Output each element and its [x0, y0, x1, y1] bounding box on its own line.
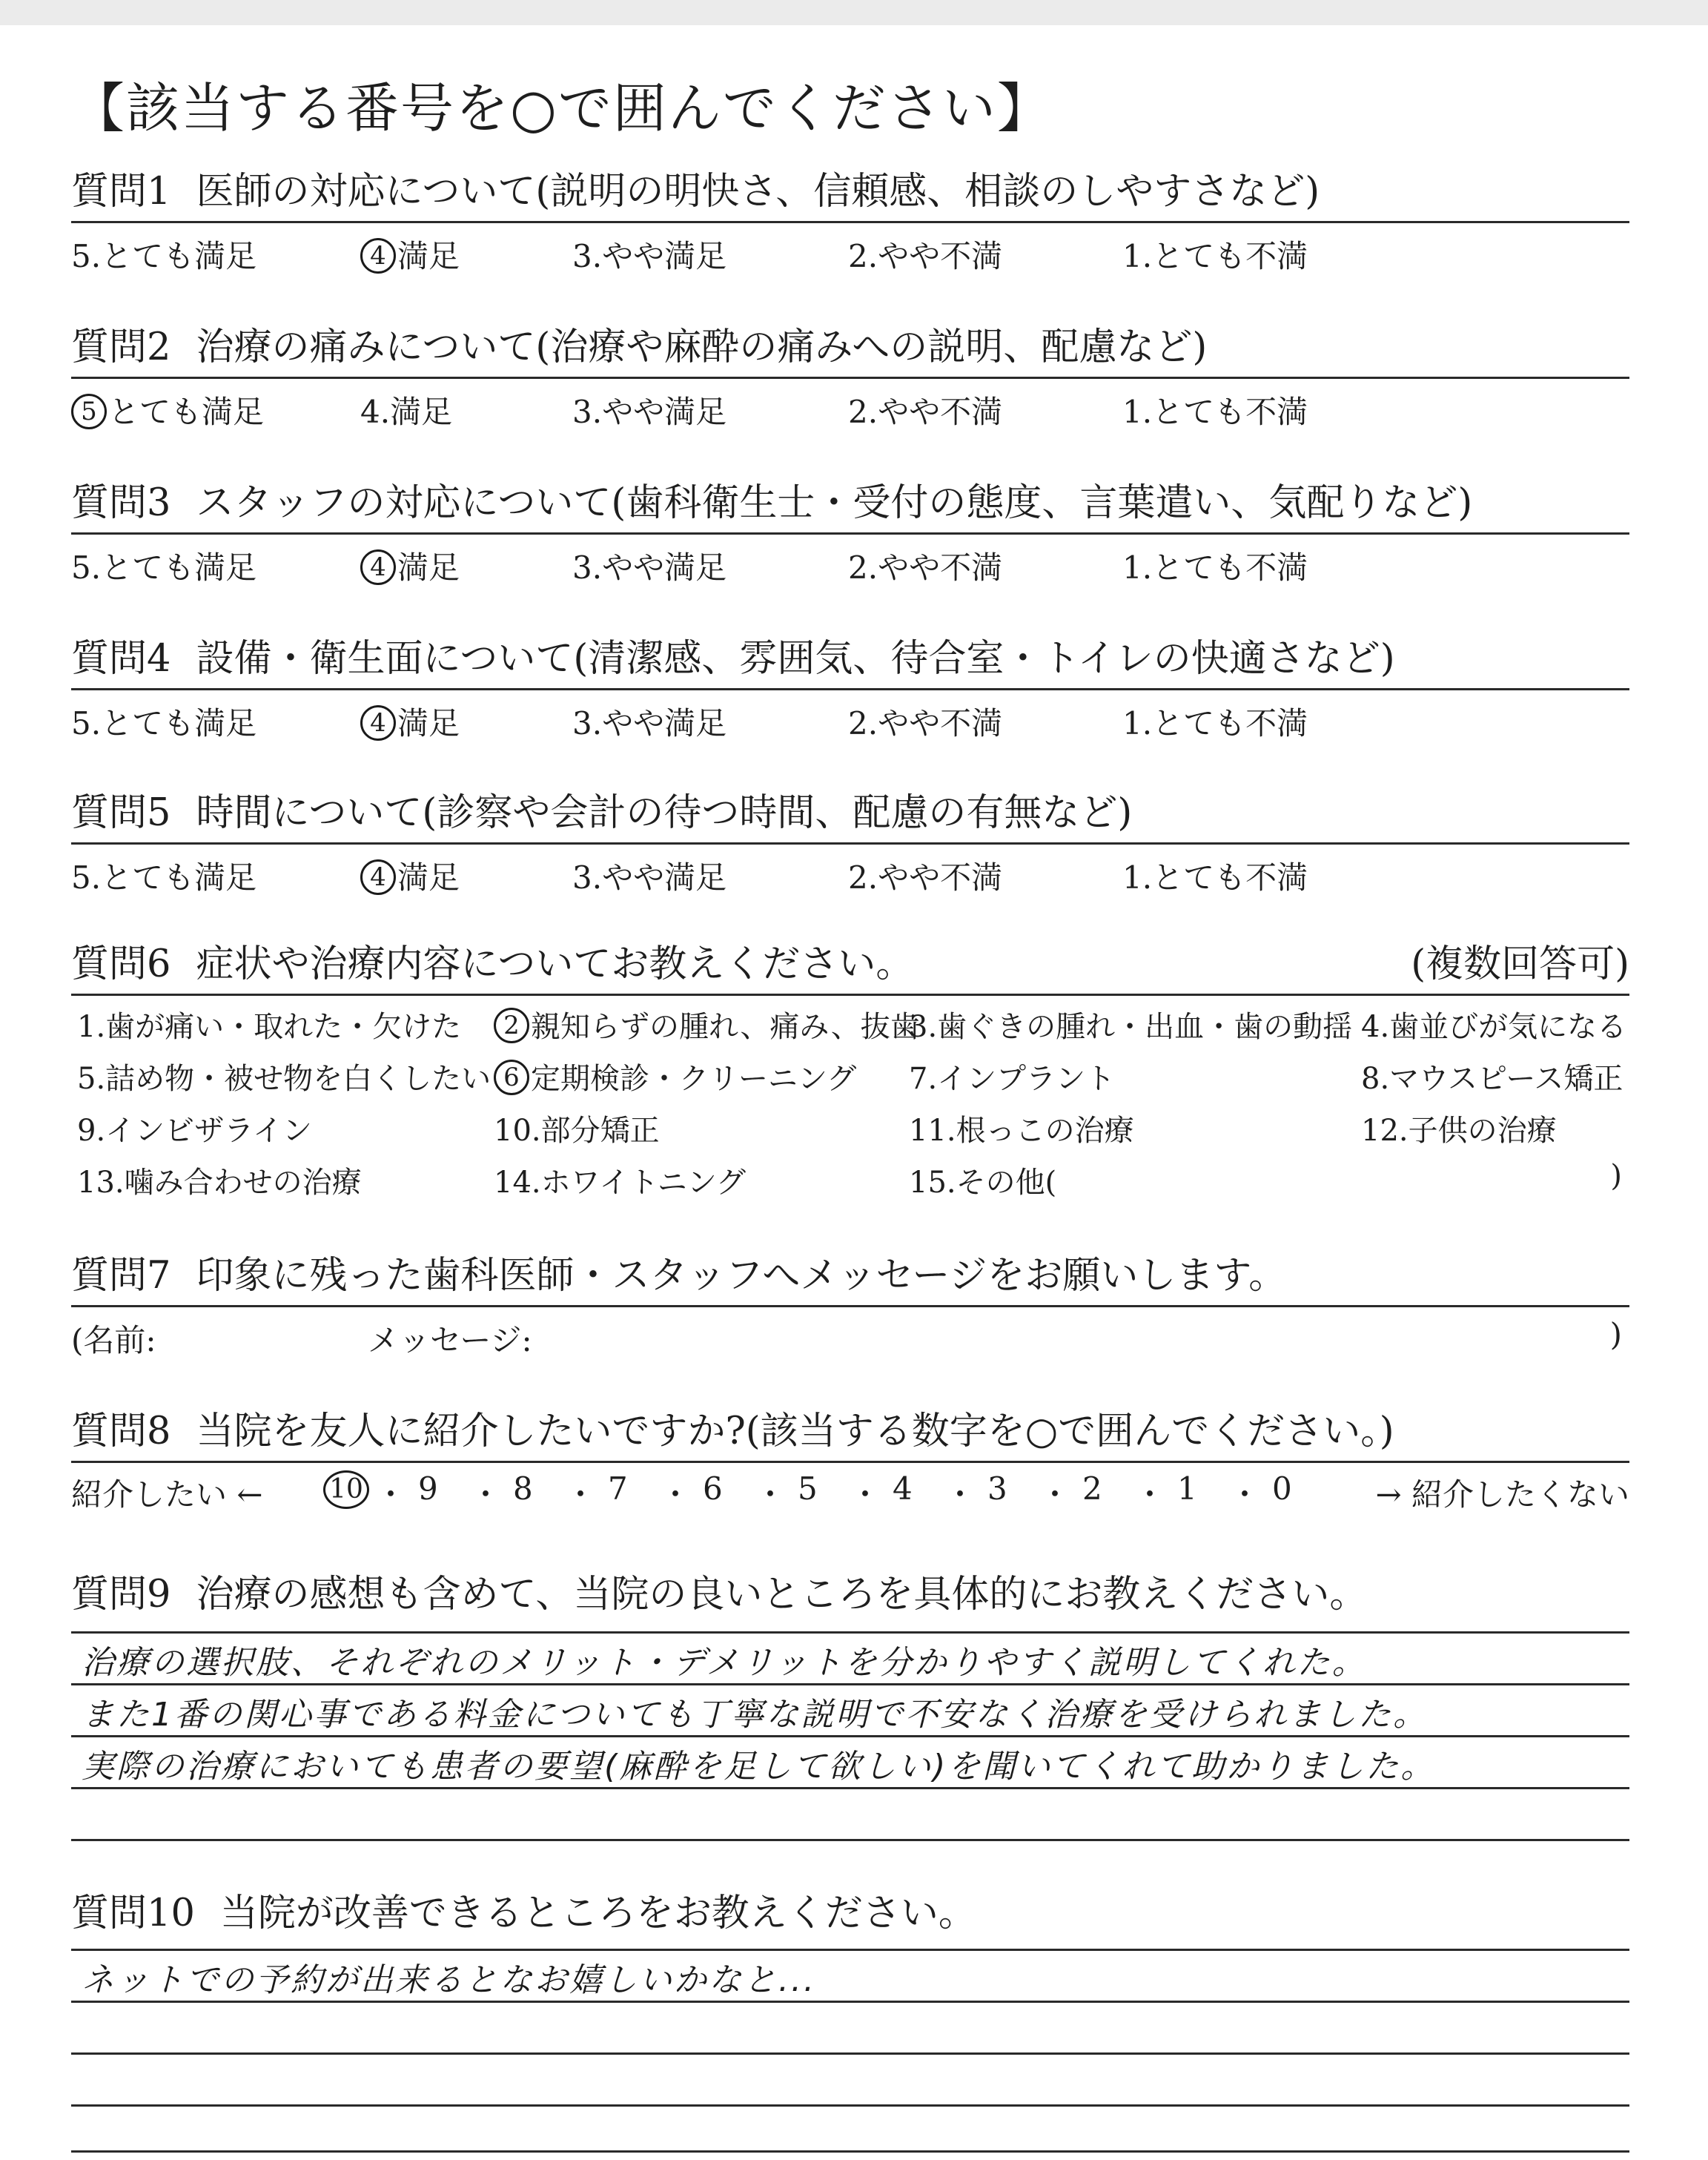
scale-value[interactable]: 3	[987, 1470, 1007, 1507]
rating-option[interactable]	[71, 388, 264, 432]
rating-option[interactable]	[572, 699, 726, 744]
answer-rule	[71, 1839, 1629, 1841]
option-label: 2.やや不満	[848, 238, 1003, 274]
question-title: 治療の感想も含めて、当院の良いところを具体的にお教えください。	[196, 1573, 1368, 1616]
answer-rule	[71, 2001, 1629, 2003]
scale-separator: ・	[1039, 1476, 1071, 1513]
selected-circle: 2	[494, 1008, 529, 1043]
option-label: 3.歯ぐきの腫れ・出血・歯の動揺	[909, 1010, 1353, 1044]
option-label: 2.やや不満	[848, 859, 1003, 896]
scale-right-label: → 紹介したくない	[1375, 1476, 1629, 1513]
option-label: 1.とても不満	[1122, 549, 1308, 586]
scale-separator: ・	[850, 1476, 881, 1513]
question-number: 質問2	[71, 326, 171, 369]
scale-value[interactable]: 7	[608, 1470, 628, 1507]
option-text: 満足	[397, 238, 460, 274]
scale-value[interactable]: 1	[1177, 1470, 1197, 1507]
close-paren: )	[1609, 1316, 1622, 1353]
question-title: 時間について(診察や会計の待つ時間、配慮の有無など)	[196, 791, 1133, 835]
question-title: 当院が改善できるところをお教えください。	[219, 1892, 976, 1935]
scale-separator: ・	[470, 1476, 502, 1513]
rating-option[interactable]	[572, 388, 726, 432]
symptom-options	[71, 996, 1629, 1211]
question-1	[71, 168, 1629, 275]
symptom-option[interactable]	[909, 1107, 1134, 1149]
option-label: 14.ホワイトニング	[494, 1166, 747, 1200]
rating-option[interactable]	[1122, 699, 1308, 744]
rating-option[interactable]	[71, 544, 256, 588]
option-label: 15.その他(	[909, 1166, 1057, 1200]
question-title: スタッフの対応について(歯科衛生士・受付の態度、言葉遣い、気配りなど)	[196, 481, 1473, 525]
option-label: 1.とても不満	[1122, 238, 1308, 274]
scale-separator: ・	[944, 1476, 976, 1513]
message-label: メッセージ:	[368, 1322, 532, 1358]
symptom-option[interactable]	[494, 1159, 746, 1201]
option-label: 3.やや満足	[572, 549, 727, 586]
answer-rule	[71, 1735, 1629, 1737]
option-label: 4.満足	[360, 394, 453, 430]
recommend-scale	[71, 1463, 1629, 1522]
symptom-option[interactable]	[494, 1107, 660, 1149]
rating-option[interactable]	[848, 232, 1002, 277]
scale-separator: ・	[565, 1476, 597, 1513]
rating-option[interactable]	[1122, 544, 1308, 588]
close-paren: )	[1610, 1159, 1622, 1193]
question-6	[71, 940, 1629, 1211]
answer-rule	[71, 1787, 1629, 1789]
option-label: 2.やや不満	[848, 394, 1003, 430]
question-number: 質問1	[71, 170, 171, 214]
page-heading: 【該当する番号を○で囲んでください】	[71, 77, 1052, 139]
symptom-option[interactable]	[909, 1159, 1056, 1201]
symptom-option[interactable]	[1361, 1107, 1557, 1149]
option-text: 満足	[397, 859, 460, 896]
symptom-option[interactable]	[77, 1003, 461, 1046]
option-label: 3.やや満足	[572, 394, 727, 430]
rating-option[interactable]	[848, 388, 1002, 432]
option-label: 1.とても不満	[1122, 394, 1308, 430]
option-label: 2.やや不満	[848, 705, 1003, 742]
rating-option[interactable]	[1122, 388, 1308, 432]
rating-option[interactable]	[572, 232, 726, 277]
scale-value[interactable]: 2	[1082, 1470, 1102, 1507]
option-text: 親知らずの腫れ、痛み、抜歯	[531, 1010, 920, 1044]
question-title: 印象に残った歯科医師・スタッフへメッセージをお願いします。	[196, 1254, 1287, 1298]
rating-option[interactable]	[360, 544, 460, 588]
option-label: 5.とても満足	[71, 238, 257, 274]
question-2	[71, 323, 1629, 431]
selected-circle: 4	[360, 859, 396, 895]
scale-value[interactable]: 5	[798, 1470, 818, 1507]
rating-option[interactable]	[848, 853, 1002, 898]
rating-option[interactable]	[71, 232, 256, 277]
question-number: 質問8	[71, 1410, 171, 1453]
rating-option[interactable]	[1122, 232, 1308, 277]
scale-value[interactable]: 0	[1272, 1470, 1292, 1507]
question-title: 症状や治療内容についてお教えください。	[196, 942, 914, 986]
name-label: (名前:	[71, 1322, 156, 1358]
answer-rule	[71, 1631, 1629, 1634]
rating-option[interactable]	[1122, 853, 1308, 898]
question-number: 質問4	[71, 637, 171, 681]
handwritten-answer: 実際の治療においても患者の要望(麻酔を足して欲しい)を聞いてくれて助かりました。	[82, 1748, 1436, 1786]
answer-rule	[71, 2052, 1629, 2055]
question-8	[71, 1407, 1629, 1522]
selected-circle: 6	[494, 1060, 529, 1095]
option-label: 5.とても満足	[71, 549, 257, 586]
selected-circle: 5	[71, 394, 107, 429]
question-number: 質問5	[71, 791, 171, 835]
question-title: 医師の対応について(説明の明快さ、信頼感、相談のしやすさなど)	[196, 170, 1320, 214]
rating-option[interactable]	[360, 853, 460, 898]
answer-rule	[71, 2150, 1629, 2153]
selected-circle: 4	[360, 705, 396, 741]
scale-value[interactable]: 8	[513, 1470, 533, 1507]
scan-top-band	[0, 0, 1708, 25]
option-label: 9.インビザライン	[77, 1114, 312, 1148]
rating-option[interactable]	[572, 853, 726, 898]
option-label: 3.やや満足	[572, 705, 727, 742]
option-label: 1.とても不満	[1122, 705, 1308, 742]
option-label: 3.やや満足	[572, 859, 727, 896]
scale-left-label: 紹介したい ←	[71, 1476, 263, 1513]
option-label: 10.部分矯正	[494, 1114, 660, 1148]
question-number: 質問9	[71, 1573, 171, 1616]
scale-separator: ・	[660, 1476, 692, 1513]
question-title: 治療の痛みについて(治療や麻酔の痛みへの説明、配慮など)	[196, 326, 1208, 369]
question-3	[71, 479, 1629, 587]
option-label: 3.やや満足	[572, 238, 727, 274]
answer-rule	[71, 2104, 1629, 2107]
question-number: 質問3	[71, 481, 171, 525]
question-number: 質問10	[71, 1892, 195, 1935]
rating-option[interactable]	[848, 699, 1002, 744]
scale-value[interactable]: 6	[703, 1470, 723, 1507]
rating-option[interactable]	[71, 853, 256, 898]
option-label: 7.インプラント	[909, 1062, 1116, 1096]
question-title: 当院を友人に紹介したいですか?(該当する数字を○で囲んでください。)	[196, 1410, 1394, 1453]
rating-option[interactable]	[360, 232, 460, 277]
scale-separator: ・	[375, 1476, 407, 1513]
scale-separator: ・	[1229, 1476, 1261, 1513]
question-5	[71, 789, 1629, 896]
symptom-option[interactable]	[77, 1107, 312, 1149]
rating-option[interactable]	[572, 544, 726, 588]
question-title: 設備・衛生面について(清潔感、雰囲気、待合室・トイレの快適さなど)	[196, 637, 1395, 681]
selected-circle: 4	[360, 549, 396, 585]
rating-option[interactable]	[848, 544, 1002, 588]
option-label: 13.噛み合わせの治療	[77, 1166, 362, 1200]
symptom-option[interactable]	[77, 1159, 362, 1201]
question-10	[71, 1889, 1629, 1938]
question-9	[71, 1571, 1629, 1619]
option-label: 1.とても不満	[1122, 859, 1308, 896]
selected-circle: 4	[360, 238, 396, 274]
option-label: 12.子供の治療	[1361, 1114, 1557, 1148]
answer-rule	[71, 1683, 1629, 1685]
rating-option[interactable]	[71, 699, 256, 744]
question-7	[71, 1252, 1629, 1359]
symptom-option[interactable]	[909, 1055, 1115, 1097]
handwritten-answer: また1番の関心事である料金についても丁寧な説明で不安なく治療を受けられました。	[82, 1696, 1429, 1734]
scale-separator: ・	[755, 1476, 787, 1513]
question-4	[71, 635, 1629, 742]
option-text: 定期検診・クリーニング	[531, 1062, 857, 1096]
option-label: 5.とても満足	[71, 705, 257, 742]
scale-value[interactable]: 9	[418, 1470, 438, 1507]
option-label: 8.マウスピース矯正	[1361, 1062, 1623, 1096]
question-number: 質問7	[71, 1254, 171, 1298]
option-text: 満足	[397, 705, 460, 742]
handwritten-answer: 治療の選択肢、それぞれのメリット・デメリットを分かりやすく説明してくれた。	[82, 1644, 1367, 1682]
symptom-option[interactable]	[494, 1055, 856, 1097]
option-text: とても満足	[108, 394, 265, 430]
symptom-option[interactable]	[494, 1003, 920, 1046]
symptom-option[interactable]	[909, 1003, 1352, 1046]
symptom-option[interactable]	[1361, 1003, 1626, 1046]
rating-option[interactable]	[360, 699, 460, 744]
option-label: 5.とても満足	[71, 859, 257, 896]
option-label: 11.根っこの治療	[909, 1114, 1134, 1148]
handwritten-answer: ネットでの予約が出来るとなお嬉しいかなと...	[82, 1961, 816, 1999]
option-text: 満足	[397, 549, 460, 586]
multiple-answers-note: (複数回答可)	[1411, 942, 1629, 986]
answer-rule	[71, 1949, 1629, 1951]
option-label: 5.詰め物・被せ物を白くしたい	[77, 1062, 491, 1096]
scale-separator: ・	[1134, 1476, 1166, 1513]
scale-value[interactable]: 10	[323, 1470, 369, 1509]
rating-option[interactable]	[360, 388, 452, 432]
option-label: 2.やや不満	[848, 549, 1003, 586]
scale-value[interactable]: 4	[893, 1470, 913, 1507]
option-label: 4.歯並びが気になる	[1361, 1010, 1627, 1044]
question-number: 質問6	[71, 942, 171, 986]
symptom-option[interactable]	[1361, 1055, 1623, 1097]
option-label: 1.歯が痛い・取れた・欠けた	[77, 1010, 462, 1044]
symptom-option[interactable]	[77, 1055, 491, 1097]
